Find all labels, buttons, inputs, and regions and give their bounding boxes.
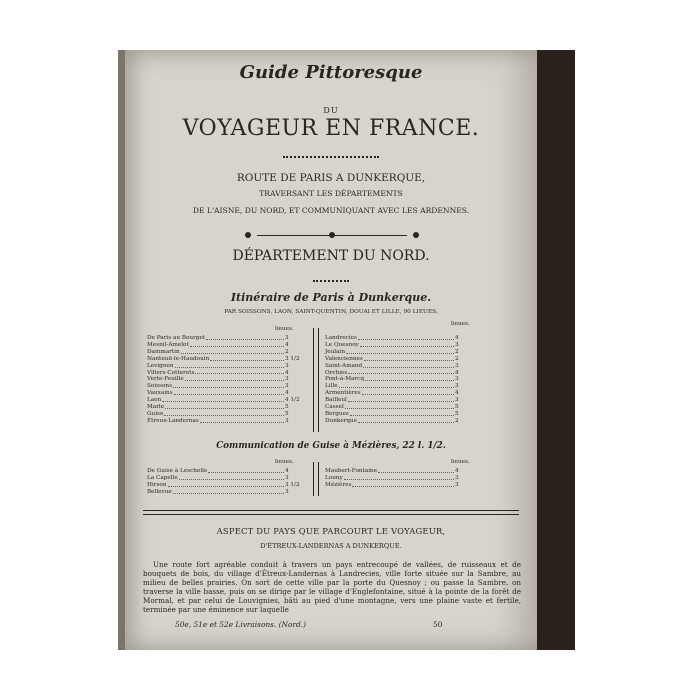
place-name: Marle (147, 404, 165, 411)
distance-value: 3 (285, 383, 289, 390)
place-name: Mézières (325, 481, 352, 488)
place-name: De Paris au Bourget (147, 335, 206, 341)
leader-dots (195, 370, 284, 375)
leader-dots (210, 356, 284, 361)
leader-dots (174, 390, 284, 395)
table-row (325, 363, 467, 370)
distance-value: 3 1/2 (285, 481, 300, 488)
leader-dots (345, 404, 454, 409)
aspect-text: Une route fort agréable conduit à travers un pays entrecoupé de vallées, de ruisseaux et de bouquets de bois, du village d'Étreux-Landernas à Landrecies, ville forte située sur la Sambre, au milieu de belles prairies. On sort de cette ville par la porte du Quesnoy ; ou passe la Sambre, on traverse la ville basse, puis on se dirige par le village d'Englefontaine, situé à la pointe de la forêt de Mormal, et par celui de Louvignies, bâti au pied d'une montagne, vers une plaine vaste et fertile, terminée par une éminence sur laquelle (143, 560, 521, 615)
distance-value: 3 (285, 376, 289, 383)
distance-value: 2 (285, 348, 289, 355)
leader-dots (173, 383, 284, 388)
communication-title: Communication de Guise à Mézières, 22 l. 1/2. (216, 441, 446, 451)
dotted-divider (283, 156, 379, 161)
distance-value: 4 (455, 369, 459, 376)
place-name: La Capelle (147, 474, 178, 481)
lieues-header-comm-right: lieues. (451, 459, 470, 465)
leader-dots (350, 411, 454, 416)
table-row (325, 418, 467, 425)
place-name: Laon (147, 397, 162, 404)
distance-value: 3 (285, 417, 289, 424)
leader-dots (162, 397, 284, 402)
leader-dots (185, 376, 284, 381)
ornament-divider (237, 232, 427, 240)
leader-dots (208, 468, 284, 473)
table-row (147, 390, 297, 397)
leader-dots (358, 335, 454, 340)
place-name: Nanteuil-le-Haudouin (147, 355, 210, 362)
leader-dots (363, 363, 454, 368)
leader-dots (175, 363, 284, 368)
leader-dots (173, 489, 284, 494)
place-name: Soissons (147, 383, 172, 390)
leader-dots (346, 349, 454, 354)
footer-livraisons: 50e, 51e et 52e Livraisons. (Nord.) (175, 620, 306, 629)
table-row (325, 397, 467, 404)
distance-value: 3 (455, 376, 459, 383)
table-row (147, 397, 300, 404)
table-row (325, 482, 467, 489)
distance-value: 3 (455, 341, 459, 348)
place-name: Bergues (325, 410, 349, 417)
distance-value: 4 (455, 390, 459, 397)
leader-dots (378, 468, 454, 473)
distance-value: 4 (455, 335, 459, 341)
table-row (325, 335, 467, 342)
comm-separator (313, 462, 319, 496)
distance-value: 3 (455, 383, 459, 390)
leader-dots (179, 475, 284, 480)
leader-dots (344, 475, 454, 480)
distance-value: 4 1/2 (285, 397, 300, 404)
table-row (147, 411, 297, 418)
distance-value: 5 (455, 410, 459, 417)
distance-value: 3 (455, 397, 459, 404)
table-row (325, 390, 467, 397)
distance-value: 4 (285, 369, 289, 376)
leader-dots (364, 356, 454, 361)
table-row (325, 356, 467, 363)
distance-value: 3 (285, 362, 289, 369)
section-rule (143, 510, 519, 515)
leader-dots (164, 411, 284, 416)
lieues-header-right: lieues. (451, 321, 470, 327)
distance-value: 4 (285, 390, 289, 397)
table-row (147, 475, 297, 482)
leader-dots (339, 383, 454, 388)
distance-value: 3 (455, 474, 459, 481)
distance-value: 3 (455, 481, 459, 488)
leader-dots (200, 418, 284, 423)
table-row (147, 481, 300, 489)
du-label: DU (323, 106, 339, 115)
itinerary-title: Itinéraire de Paris à Dunkerque. (230, 291, 432, 304)
place-name: Jeulain (325, 348, 346, 355)
leader-dots (206, 335, 284, 340)
place-name: Bailleul (325, 397, 347, 404)
table-row (325, 349, 467, 356)
place-name: Mesnil-Amelot (147, 341, 189, 348)
distance-value: 2 (455, 355, 459, 362)
route-line3: DE L'AISNE, DU NORD, ET COMMUNIQUANT AVEC LES ARDENNES. (192, 206, 470, 215)
place-name: Guise (147, 410, 164, 417)
table-row (147, 355, 300, 363)
place-name: Landrecies (325, 335, 357, 341)
distance-value: 3 (285, 474, 289, 481)
place-name: Verte-Feuille (147, 376, 184, 383)
place-name: Dammartin (147, 348, 180, 355)
table-separator (313, 328, 319, 432)
leader-dots (181, 349, 284, 354)
place-name: Étreux-Landernas (147, 417, 199, 424)
guide-title: Guide Pittoresque (239, 62, 423, 83)
place-name: Villers-Cotterets (147, 369, 195, 376)
table-row (325, 376, 467, 383)
distance-value: 3 (455, 362, 459, 369)
itinerary-subtitle: PAR SOISSONS, LAON, SAINT-QUENTIN, DOUAI ET LILLE, 90 LIEUES. (224, 309, 438, 315)
place-name: Dunkerque (325, 417, 358, 424)
table-row (325, 411, 467, 418)
table-row (325, 342, 467, 349)
place-name: Valenciennes (325, 355, 363, 362)
leader-dots (168, 482, 284, 487)
leader-dots (165, 404, 284, 409)
table-row (147, 342, 297, 349)
leader-dots (348, 397, 454, 402)
table-row (147, 363, 297, 370)
leader-dots (352, 482, 454, 487)
leader-dots (190, 342, 284, 347)
route-table-right (325, 335, 467, 425)
leader-dots (360, 342, 454, 347)
place-name: Armentières (325, 390, 361, 397)
small-divider (313, 280, 349, 285)
place-name: Cassel (325, 404, 344, 411)
table-row (147, 349, 297, 356)
distance-value: 4 (455, 468, 459, 474)
table-row (325, 468, 467, 475)
distance-value: 3 (285, 488, 289, 495)
comm-table-right (325, 468, 467, 489)
book-spine (537, 50, 575, 650)
page-number: 50 (433, 620, 443, 629)
distance-value: 3 1/2 (285, 355, 300, 362)
route-line2: TRAVERSANT LES DÉPARTEMENTS (259, 189, 403, 198)
place-name: Levignen (147, 362, 174, 369)
main-title: VOYAGEUR EN FRANCE. (182, 116, 480, 141)
table-row (147, 370, 297, 377)
place-name: Hirson (147, 481, 167, 488)
distance-value: 2 (455, 348, 459, 355)
place-name: Bellevue (147, 488, 172, 495)
place-name: Pont-à-Marcq (325, 376, 364, 383)
distance-value: 5 (285, 404, 289, 411)
table-row (147, 376, 297, 383)
route-table-left (147, 335, 300, 425)
place-name: Vauxains (147, 390, 173, 397)
department-title: DÉPARTEMENT DU NORD. (232, 248, 430, 264)
book-page (125, 50, 537, 650)
distance-value: 2 (455, 417, 459, 424)
route-line1: ROUTE DE PARIS A DUNKERQUE, (236, 172, 426, 184)
table-row (147, 383, 297, 390)
place-name: Saint-Amand (325, 362, 363, 369)
aspect-title: ASPECT DU PAYS QUE PARCOURT LE VOYAGEUR, (216, 526, 446, 536)
aspect-paragraph (143, 560, 521, 615)
lieues-header-comm-left: lieues. (275, 459, 294, 465)
place-name: Le Quesnoy (325, 341, 359, 348)
table-row (147, 489, 297, 496)
place-name: Louny (325, 474, 343, 481)
table-row (325, 475, 467, 482)
leader-dots (362, 390, 454, 395)
distance-value: 5 (455, 404, 459, 411)
aspect-subtitle: D'ÉTREUX-LANDERNAS A DUNKERQUE. (260, 542, 402, 550)
table-row (147, 335, 297, 342)
table-row (147, 404, 297, 411)
distance-value: 4 (285, 341, 289, 348)
comm-table-left (147, 468, 300, 496)
table-row (147, 418, 297, 425)
place-name: De Guise à Leschelle (147, 468, 208, 474)
leader-dots (358, 418, 454, 423)
distance-value: 5 (285, 410, 289, 417)
distance-value: 3 (285, 335, 289, 341)
lieues-header-left: lieues. (275, 326, 294, 332)
table-row (325, 404, 467, 411)
place-name: Maubert-Fontaine (325, 468, 378, 474)
place-name: Lille (325, 383, 338, 390)
distance-value: 4 (285, 468, 289, 474)
place-name: Orchies (325, 369, 348, 376)
leader-dots (348, 370, 454, 375)
leader-dots (365, 376, 454, 381)
table-row (147, 468, 297, 475)
